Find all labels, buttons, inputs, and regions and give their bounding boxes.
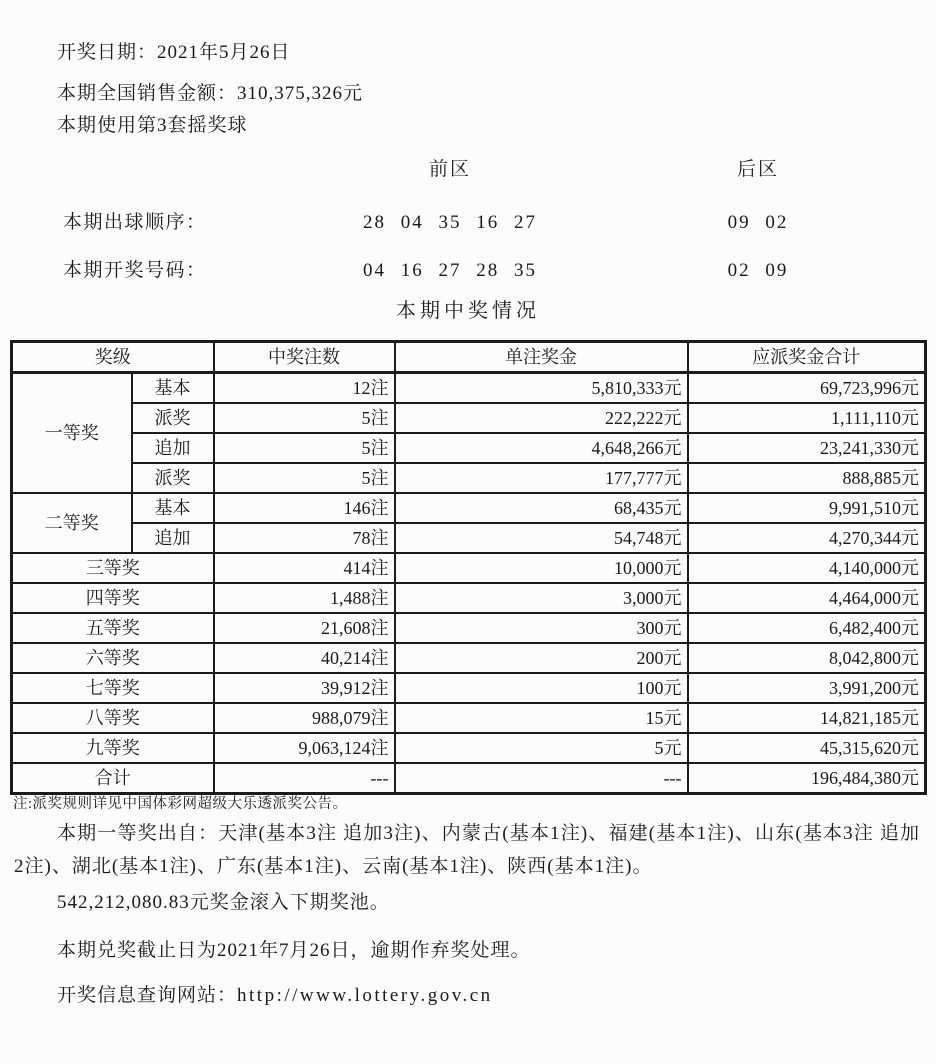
prize-amount-cell: 54,748元 — [395, 523, 688, 553]
prize-amount-cell: 300元 — [395, 613, 688, 643]
table-row — [12, 703, 926, 733]
count-cell: 78注 — [214, 523, 395, 553]
total-amount-cell: 888,885元 — [688, 463, 926, 493]
count-cell: 40,214注 — [214, 643, 395, 673]
table-row — [12, 583, 926, 613]
prize-amount-cell: 15元 — [395, 703, 688, 733]
rollover-line: 542,212,080.83元奖金滚入下期奖池。 — [57, 892, 390, 913]
first-prize-winners-paragraph: 本期一等奖出自：天津(基本3注 追加3注)、内蒙古(基本1注)、福建(基本1注)、山东(基本3注 追加2注)、湖北(基本1注)、广东(基本1注)、云南(基本1注)、陕西(基本1注)。 — [14, 823, 920, 877]
prize-level-cell: 八等奖 — [12, 703, 214, 733]
total-amount-cell: 14,821,185元 — [688, 703, 926, 733]
total-amount-cell: 196,484,380元 — [688, 763, 926, 794]
header-prize-level: 奖级 — [12, 342, 214, 373]
table-row — [12, 433, 926, 463]
count-cell: 12注 — [214, 373, 395, 404]
table-row — [12, 523, 926, 553]
prize-amount-cell: 222,222元 — [395, 403, 688, 433]
table-row — [12, 463, 926, 493]
prize-level-cell: 二等奖 — [12, 493, 132, 553]
total-amount-cell: 69,723,996元 — [688, 373, 926, 404]
winning-front-numbers: 04 16 27 28 35 — [363, 260, 537, 281]
prize-level-cell: 三等奖 — [12, 553, 214, 583]
count-cell: 1,488注 — [214, 583, 395, 613]
prize-level-cell: 四等奖 — [12, 583, 214, 613]
table-row — [12, 493, 926, 523]
prize-subtype-cell: 派奖 — [132, 403, 214, 433]
table-row — [12, 373, 926, 404]
back-zone-label: 后区 — [736, 159, 779, 180]
winning-back-numbers: 02 09 — [727, 260, 789, 281]
prize-amount-cell: 200元 — [395, 643, 688, 673]
count-cell: 5注 — [214, 403, 395, 433]
count-cell: --- — [214, 763, 395, 794]
redeem-deadline-line: 本期兑奖截止日为2021年7月26日，逾期作弃奖处理。 — [57, 940, 531, 961]
total-amount-cell: 45,315,620元 — [688, 733, 926, 763]
sales-amount-line: 本期全国销售金额：310,375,326元 — [57, 83, 364, 104]
table-row — [12, 403, 926, 433]
total-amount-cell: 9,991,510元 — [688, 493, 926, 523]
count-cell: 414注 — [214, 553, 395, 583]
prize-amount-cell: 177,777元 — [395, 463, 688, 493]
count-cell: 39,912注 — [214, 673, 395, 703]
prize-subtype-cell: 派奖 — [132, 463, 214, 493]
website-line — [57, 986, 493, 1005]
prize-subtype-cell: 追加 — [132, 523, 214, 553]
total-amount-cell: 6,482,400元 — [688, 613, 926, 643]
prize-subtype-cell: 追加 — [132, 433, 214, 463]
ball-order-front-numbers: 28 04 35 16 27 — [363, 212, 537, 233]
table-row — [12, 613, 926, 643]
header-count: 中奖注数 — [214, 342, 395, 373]
prize-table — [10, 340, 927, 795]
prize-amount-cell: --- — [395, 763, 688, 794]
ball-order-label: 本期出球顺序： — [63, 212, 207, 233]
front-zone-label: 前区 — [428, 159, 471, 180]
website-label: 开奖信息查询网站： — [57, 985, 238, 1006]
prize-subtype-cell: 基本 — [132, 493, 214, 523]
total-amount-cell: 23,241,330元 — [688, 433, 926, 463]
prize-level-cell: 九等奖 — [12, 733, 214, 763]
count-cell: 9,063,124注 — [214, 733, 395, 763]
prize-level-cell: 六等奖 — [12, 643, 214, 673]
total-amount-cell: 3,991,200元 — [688, 673, 926, 703]
prize-level-cell: 七等奖 — [12, 673, 214, 703]
total-amount-cell: 4,140,000元 — [688, 553, 926, 583]
prize-amount-cell: 10,000元 — [395, 553, 688, 583]
header-total-prize: 应派奖金合计 — [688, 342, 926, 373]
rules-note: 注:派奖规则详见中国体彩网超级大乐透派奖公告。 — [13, 796, 348, 812]
total-amount-cell: 8,042,800元 — [688, 643, 926, 673]
table-row — [12, 553, 926, 583]
ball-set-line: 本期使用第3套摇奖球 — [57, 115, 248, 136]
table-row — [12, 733, 926, 763]
prize-subtype-cell: 基本 — [132, 373, 214, 404]
count-cell: 21,608注 — [214, 613, 395, 643]
count-cell: 146注 — [214, 493, 395, 523]
prize-amount-cell: 100元 — [395, 673, 688, 703]
table-row — [12, 643, 926, 673]
prize-table-title: 本期中奖情况 — [396, 300, 540, 322]
website-url-link[interactable]: http://www.lottery.gov.cn — [237, 985, 493, 1006]
total-amount-cell: 4,464,000元 — [688, 583, 926, 613]
count-cell: 5注 — [214, 433, 395, 463]
prize-amount-cell: 68,435元 — [395, 493, 688, 523]
prize-amount-cell: 4,648,266元 — [395, 433, 688, 463]
table-total-row — [12, 763, 926, 794]
count-cell: 988,079注 — [214, 703, 395, 733]
prize-amount-cell: 5,810,333元 — [395, 373, 688, 404]
winning-numbers-label: 本期开奖号码： — [63, 260, 207, 281]
prize-level-cell: 一等奖 — [12, 373, 132, 494]
draw-date-line: 开奖日期：2021年5月26日 — [57, 42, 291, 63]
header-single-prize: 单注奖金 — [395, 342, 688, 373]
prize-amount-cell: 5元 — [395, 733, 688, 763]
table-header-row — [12, 342, 926, 373]
total-amount-cell: 1,111,110元 — [688, 403, 926, 433]
total-label-cell: 合计 — [12, 763, 214, 794]
total-amount-cell: 4,270,344元 — [688, 523, 926, 553]
prize-amount-cell: 3,000元 — [395, 583, 688, 613]
prize-level-cell: 五等奖 — [12, 613, 214, 643]
table-row — [12, 673, 926, 703]
count-cell: 5注 — [214, 463, 395, 493]
ball-order-back-numbers: 09 02 — [727, 212, 789, 233]
